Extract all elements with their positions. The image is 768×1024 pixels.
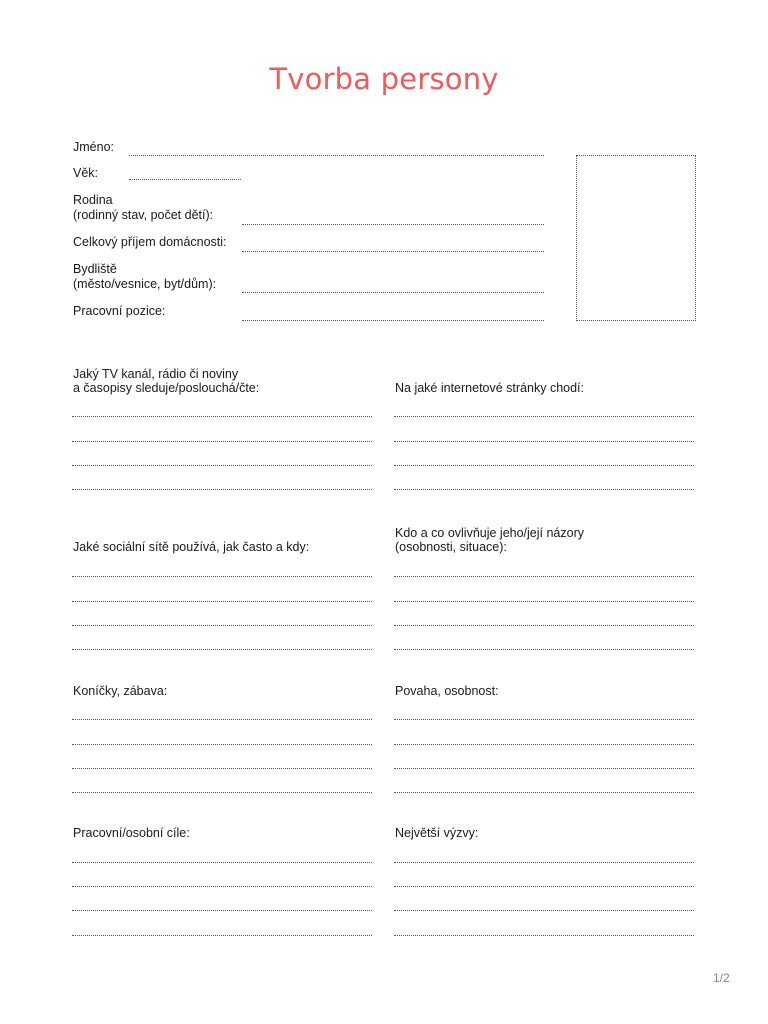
media-line[interactable] (72, 465, 372, 466)
job-label: Pracovní pozice: (73, 304, 166, 318)
name-label: Jméno: (73, 140, 114, 154)
influence-line[interactable] (394, 576, 694, 577)
media-line[interactable] (72, 416, 372, 417)
goals-line[interactable] (72, 910, 372, 911)
residence-label: Bydliště (73, 262, 117, 276)
income-label: Celkový příjem domácnosti: (73, 235, 227, 249)
character-label: Povaha, osobnost: (395, 684, 499, 698)
social-line[interactable] (72, 576, 372, 577)
age-field[interactable] (129, 179, 241, 180)
page-title: Tvorba persony (269, 62, 499, 96)
media-label-detail: a časopisy sleduje/poslouchá/čte: (73, 381, 260, 395)
social-line[interactable] (72, 625, 372, 626)
photo-box[interactable] (576, 155, 696, 321)
page-number: 1/2 (713, 971, 730, 985)
challenges-line[interactable] (394, 910, 694, 911)
media-line[interactable] (72, 441, 372, 442)
social-line[interactable] (72, 649, 372, 650)
income-field[interactable] (242, 251, 544, 252)
social-label: Jaké sociální sítě používá, jak často a kdy: (73, 540, 310, 554)
goals-label: Pracovní/osobní cíle: (73, 826, 190, 840)
name-field[interactable] (129, 155, 544, 156)
job-field[interactable] (242, 320, 544, 321)
media-label: Jaký TV kanál, rádio či noviny (73, 367, 239, 381)
challenges-line[interactable] (394, 935, 694, 936)
goals-line[interactable] (72, 886, 372, 887)
age-label: Věk: (73, 166, 99, 180)
family-field[interactable] (242, 224, 544, 225)
challenges-line[interactable] (394, 862, 694, 863)
character-line[interactable] (394, 792, 694, 793)
character-line[interactable] (394, 744, 694, 745)
influence-line[interactable] (394, 601, 694, 602)
hobbies-line[interactable] (72, 719, 372, 720)
influence-label: Kdo a co ovlivňuje jeho/její názory (395, 526, 585, 540)
family-label: Rodina (73, 193, 113, 207)
social-line[interactable] (72, 601, 372, 602)
hobbies-line[interactable] (72, 744, 372, 745)
goals-line[interactable] (72, 862, 372, 863)
websites-line[interactable] (394, 489, 694, 490)
residence-label-detail: (město/vesnice, byt/dům): (73, 277, 217, 291)
goals-line[interactable] (72, 935, 372, 936)
challenges-line[interactable] (394, 886, 694, 887)
media-line[interactable] (72, 489, 372, 490)
websites-line[interactable] (394, 416, 694, 417)
hobbies-line[interactable] (72, 768, 372, 769)
family-label-detail: (rodinný stav, počet dětí): (73, 208, 214, 222)
residence-field[interactable] (242, 292, 544, 293)
websites-label: Na jaké internetové stránky chodí: (395, 381, 584, 395)
websites-line[interactable] (394, 441, 694, 442)
influence-label-detail: (osobnosti, situace): (395, 540, 507, 554)
character-line[interactable] (394, 768, 694, 769)
challenges-label: Největší výzvy: (395, 826, 479, 840)
hobbies-line[interactable] (72, 792, 372, 793)
character-line[interactable] (394, 719, 694, 720)
influence-line[interactable] (394, 649, 694, 650)
websites-line[interactable] (394, 465, 694, 466)
hobbies-label: Koníčky, zábava: (73, 684, 168, 698)
influence-line[interactable] (394, 625, 694, 626)
